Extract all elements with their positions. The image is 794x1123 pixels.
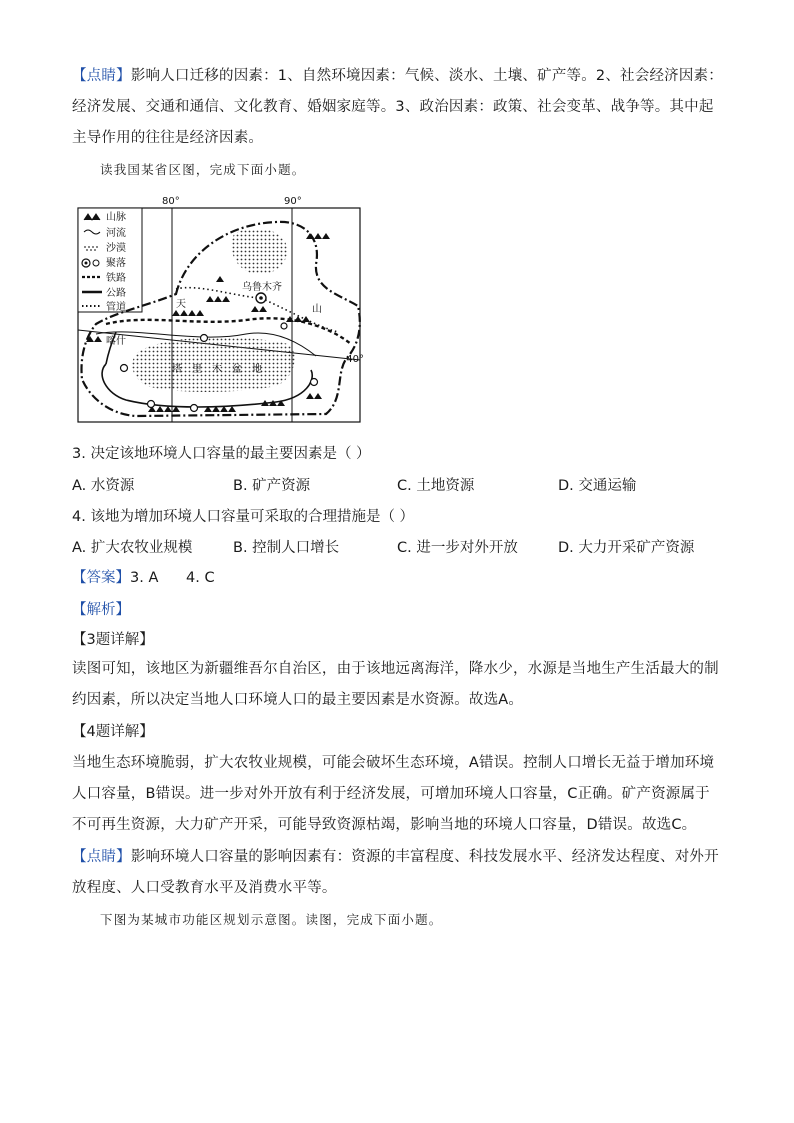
- q4-option-b: B. 控制人口增长: [233, 540, 340, 556]
- basin-char-5: 地: [252, 364, 262, 375]
- answer-line: [72, 566, 215, 587]
- q4-detail-heading: 【4题详解】: [72, 724, 154, 740]
- question-4: 4. 该地为增加环境人口容量可采取的合理措施是（ ）: [72, 509, 415, 525]
- basin-char-4: 盆: [232, 364, 242, 375]
- lon-80-label: 80°: [162, 196, 180, 207]
- legend-railway: 铁路: [106, 273, 126, 284]
- legend-pipeline: 管道: [106, 302, 126, 313]
- legend-settlement: 聚落: [106, 258, 126, 269]
- map-intro: 读我国某省区图，完成下面小题。: [100, 162, 306, 177]
- lat-40-label: 40°: [346, 354, 364, 365]
- northern-desert: [231, 229, 286, 275]
- q3-option-a: A. 水资源: [72, 478, 135, 494]
- tian-label: 天: [176, 299, 186, 310]
- legend-mountain: 山脉: [106, 212, 126, 223]
- tip-paragraph-2: [72, 842, 724, 904]
- analysis-tag: 【解析】: [72, 602, 130, 618]
- q4-detail: 当地生态环境脆弱，扩大农牧业规模，可能会破坏生态环境，A错误。控制人口增长无益于增加环境人口容量，B错误。进一步对外开放有利于经济发展，可增加环境人口容量，C正确。矿产资源属于不可再生资源，大力矿产开采，可能导致资源枯竭，影响当地的环境人口容量，D错误。故选C。: [72, 755, 715, 833]
- tip-text: 影响人口迁移的因素：1、自然环境因素：气候、淡水、土壤、矿产等。2、社会经济因素：经济发展、交通和通信、文化教育、婚姻家庭等。3、政治因素：政策、社会变革、战争等。其中起主导作用的往往是经济因素。: [72, 68, 723, 146]
- tip2-text: 影响环境人口容量的影响因素有：资源的丰富程度、科技发展水平、经济发达程度、对外开放程度、人口受教育水平及消费水平等。: [72, 849, 719, 896]
- q3-option-d: D. 交通运输: [558, 478, 637, 494]
- xinjiang-map: [76, 194, 366, 424]
- kashi-label: 喀什: [106, 336, 126, 347]
- q3-detail: 读图可知，该地区为新疆维吾尔自治区，由于该地远离海洋，降水少，水源是当地生产生活最大的制约因素，所以决定当地人口环境人口的最主要因素是水资源。故选A。: [72, 661, 719, 708]
- q4-option-d: D. 大力开采矿产资源: [558, 540, 695, 556]
- q4-option-a: A. 扩大农牧业规模: [72, 540, 193, 556]
- q3-option-c: C. 土地资源: [397, 478, 475, 494]
- legend-road: 公路: [106, 288, 126, 299]
- basin-char-3: 木: [212, 364, 222, 375]
- q3-detail-heading: 【3题详解】: [72, 632, 154, 648]
- lon-90-label: 90°: [284, 196, 302, 207]
- answer-text: 3. A 4. C: [130, 570, 215, 586]
- legend-river: 河流: [106, 228, 126, 239]
- tip2-tag: 【点睛】: [72, 849, 131, 865]
- next-intro: 下图为某城市功能区规划示意图。读图，完成下面小题。: [100, 912, 443, 927]
- urumqi-label: 乌鲁木齐: [242, 282, 282, 293]
- question-3: 3. 决定该地环境人口容量的最主要因素是（ ）: [72, 446, 371, 462]
- tip-tag: 【点睛】: [72, 68, 131, 84]
- legend-desert: 沙漠: [106, 243, 126, 254]
- q3-option-b: B. 矿产资源: [233, 478, 311, 494]
- tip-paragraph-1: [72, 61, 724, 154]
- q4-option-c: C. 进一步对外开放: [397, 540, 518, 556]
- shan-label: 山: [312, 304, 322, 315]
- answer-tag: 【答案】: [72, 570, 130, 586]
- basin-char-1: 塔: [172, 364, 182, 375]
- basin-char-2: 里: [192, 364, 202, 375]
